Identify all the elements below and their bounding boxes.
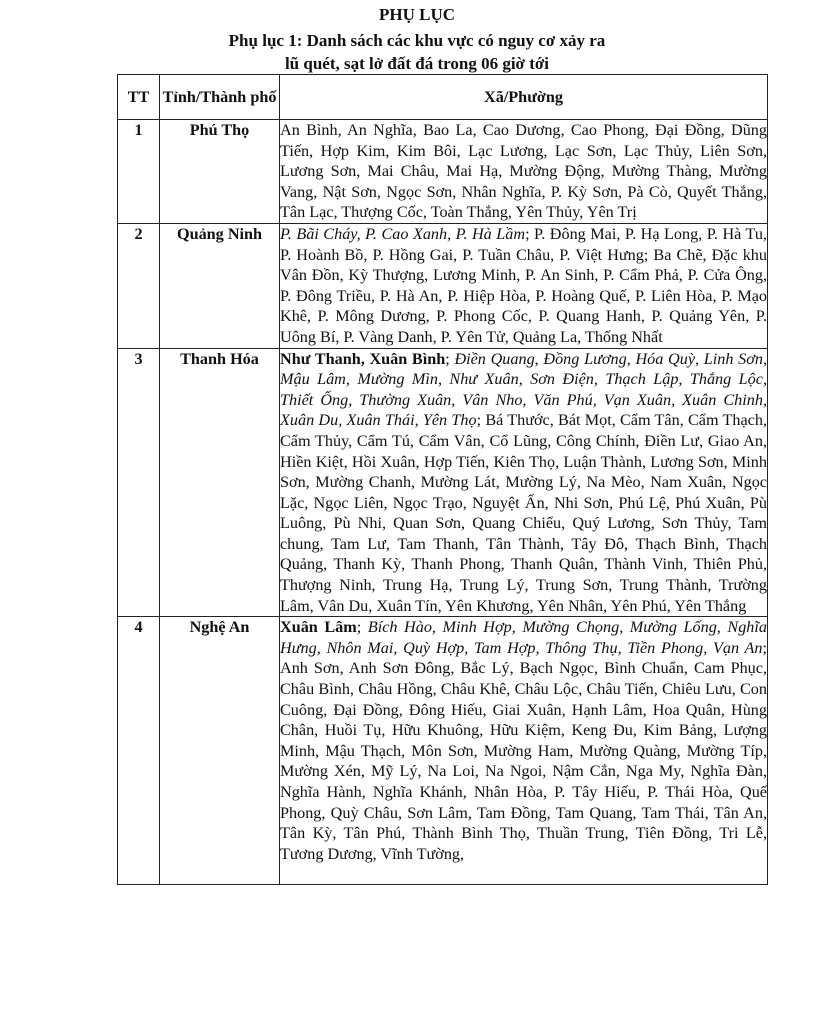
commune-list bbox=[280, 223, 768, 348]
commune-list: Xuân Lâm; Bích Hào, Minh Hợp, Mường Chọng, Mường Lống, Nghĩa Hưng, Nhôn Mai, Quỳ Hợp, Tam Hợp, Thông Thụ, Tiền Phong, Vạn An; Anh Sơn, Anh Sơn Đông, Bắc Lý, Bạch Ngọc, Bình Chuẩn, Cam Phục, Châu Bình, Châu Hồng, Châu Khê, Châu Lộc, Châu Tiến, Chiêu Lưu, Con Cuông, Đại Đồng, Đông Hiếu, Giai Xuân, Hạnh Lâm, Hoa Quân, Hùng Chân, Huồi Tụ, Hữu Khuông, Hữu Kiệm, Keng Đu, Kim Bảng, Lượng Minh, Mậu Thạch, Môn Sơn, Mường Ham, Mường Quàng, Mường Típ, Mường Xén, Mỹ Lý, Na Loi, Na Ngoi, Nậm Cắn, Nga My, Nghĩa Đàn, Nghĩa Hành, Nghĩa Khánh, Nhân Hòa, P. Tây Hiếu, P. Thái Hòa, Quế Phong, Quỳ Châu, Sơn Lâm, Tam Đồng, Tam Quang, Tam Thái, Tân An, Tân Kỳ, Tân Phú, Thành Bình Thọ, Thuần Trung, Tiên Đồng, Tri Lễ, Tương Dương, Vĩnh Tường, bbox=[280, 617, 768, 885]
risk-areas-table bbox=[117, 74, 768, 885]
row-number: 4 bbox=[118, 617, 160, 885]
row-number: 3 bbox=[118, 348, 160, 617]
commune-list-bold: Xuân Lâm bbox=[280, 618, 357, 637]
table-row bbox=[118, 120, 768, 224]
commune-list-text: ; Bá Thước, Bát Mọt, Cẩm Tân, Cẩm Thạch, Cẩm Thủy, Cẩm Tú, Cẩm Vân, Cổ Lũng, Công Chính, Điền Lư, Giao An, Hiền Kiệt, Hồi Xuân, Hợp Tiến, Kiên Thọ, Luận Thành, Lương Sơn, Minh Sơn, Mường Chanh, Mường Lát, Mường Lý, Na Mèo, Nam Xuân, Ngọc Lặc, Ngọc Liên, Ngọc Trạo, Nguyệt Ấn, Nhi Sơn, Phú Lệ, Phú Xuân, Pù Luông, Pù Nhi, Quan Sơn, Quang Chiểu, Quý Lương, Sơn Thủy, Tam chung, Tam Lư, Tam Thanh, Tân Thành, Tây Đô, Thạch Bình, Thạch Quảng, Thanh Kỳ, Thanh Phong, Thanh Quân, Thành Vinh, Thiên Phủ, Thượng Ninh, Trung Hạ, Trung Lý, Trung Sơn, Trung Thành, Trường Lâm, Vân Du, Xuân Tín, Yên Khương, Yên Nhân, Yên Phú, Yên Thắng bbox=[280, 411, 767, 615]
commune-list bbox=[280, 120, 768, 224]
table-row bbox=[118, 223, 768, 348]
commune-list-bold: Như Thanh, Xuân Bình bbox=[280, 349, 446, 368]
province-name: Quảng Ninh bbox=[160, 223, 280, 348]
row-number: 2 bbox=[118, 223, 160, 348]
commune-list-text: ; P. Đông Mai, P. Hạ Long, P. Hà Tu, P. Hoành Bồ, P. Hồng Gai, P. Tuần Châu, P. Việt Hưng; Ba Chẽ, Đặc khu Vân Đồn, Kỳ Thượng, Lương Minh, P. An Sinh, P. Cẩm Phả, P. Cửa Ông, P. Đông Triều, P. Hà An, P. Hiệp Hòa, P. Hoàng Quế, P. Liên Hòa, P. Mạo Khê, P. Mông Dương, P. Phong Cốc, P. Quang Hanh, P. Quảng Yên, P. Uông Bí, P. Vàng Danh, P. Yên Tử, Quảng La, Thống Nhất bbox=[280, 224, 767, 346]
commune-list-italic: P. Bãi Cháy, P. Cao Xanh, P. Hà Lầm bbox=[280, 224, 526, 243]
column-header-province: Tỉnh/Thành phố bbox=[160, 75, 280, 120]
annex-subtitle-line1: Phụ lục 1: Danh sách các khu vực có nguy cơ xảy ra bbox=[228, 31, 606, 50]
table-header-row bbox=[118, 75, 768, 120]
column-header-tt: TT bbox=[118, 75, 160, 120]
table-row bbox=[118, 348, 768, 617]
commune-list-italic: Bích Hào, Minh Hợp, Mường Chọng, Mường Lống, Nghĩa Hưng, Nhôn Mai, Quỳ Hợp, Tam Hợp, Thông Thụ, Tiền Phong, Vạn An bbox=[280, 618, 767, 657]
commune-list-italic: Điền Quang, Đồng Lương, Hóa Quỳ, Linh Sơn, Mậu Lâm, Mường Mìn, Như Xuân, Sơn Điện, Thạch Lập, Thắng Lộc, Thiết Ống, Thường Xuân, Vân Nho, Văn Phú, Vạn Xuân, Xuân Chinh, Xuân Du, Xuân Thái, Yên Thọ bbox=[280, 349, 767, 430]
commune-list-text: An Bình, An Nghĩa, Bao La, Cao Dương, Cao Phong, Đại Đồng, Dũng Tiến, Hợp Kim, Kim Bôi, Lạc Lương, Lạc Sơn, Lạc Thủy, Liên Sơn, Lương Sơn, Mai Châu, Mai Hạ, Mường Động, Mường Thàng, Mường Vang, Nật Sơn, Ngọc Sơn, Nhân Nghĩa, P. Kỳ Sơn, Pà Cò, Quyết Thắng, Tân Lạc, Thượng Cốc, Toàn Thắng, Yên Thủy, Yên Trị bbox=[280, 121, 767, 222]
province-name: Phú Thọ bbox=[160, 120, 280, 224]
commune-list-text: ; Anh Sơn, Anh Sơn Đông, Bắc Lý, Bạch Ngọc, Bình Chuẩn, Cam Phục, Châu Bình, Châu Hồng, Châu Khê, Châu Lộc, Châu Tiến, Chiêu Lưu, Con Cuông, Đại Đồng, Đông Hiếu, Giai Xuân, Hạnh Lâm, Hoa Quân, Hùng Chân, Huồi Tụ, Hữu Khuông, Hữu Kiệm, Keng Đu, Kim Bảng, Lượng Minh, Mậu Thạch, Môn Sơn, Mường Ham, Mường Quàng, Mường Típ, Mường Xén, Mỹ Lý, Na Loi, Na Ngoi, Nậm Cắn, Nga My, Nghĩa Đàn, Nghĩa Hành, Nghĩa Khánh, Nhân Hòa, P. Tây Hiếu, P. Thái Hòa, Quế Phong, Quỳ Châu, Sơn Lâm, Tam Đồng, Tam Quang, Tam Thái, Tân An, Tân Kỳ, Tân Phú, Thành Bình Thọ, Thuần Trung, Tiên Đồng, Tri Lễ, Tương Dương, Vĩnh Tường, bbox=[280, 638, 767, 863]
row-number: 1 bbox=[118, 120, 160, 224]
province-name: Nghệ An bbox=[160, 617, 280, 885]
table-row bbox=[118, 617, 768, 885]
province-name: Thanh Hóa bbox=[160, 348, 280, 617]
annex-subtitle-line2: lũ quét, sạt lở đất đá trong 06 giờ tới bbox=[284, 54, 550, 73]
document-title: PHỤ LỤC bbox=[378, 5, 456, 24]
column-header-communes: Xã/Phường bbox=[280, 75, 768, 120]
commune-list: Như Thanh, Xuân Bình; Điền Quang, Đồng Lương, Hóa Quỳ, Linh Sơn, Mậu Lâm, Mường Mìn, Như Xuân, Sơn Điện, Thạch Lập, Thắng Lộc, Thiết Ống, Thường Xuân, Vân Nho, Văn Phú, Vạn Xuân, Xuân Chinh, Xuân Du, Xuân Thái, Yên Thọ; Bá Thước, Bát Mọt, Cẩm Tân, Cẩm Thạch, Cẩm Thủy, Cẩm Tú, Cẩm Vân, Cổ Lũng, Công Chính, Điền Lư, Giao An, Hiền Kiệt, Hồi Xuân, Hợp Tiến, Kiên Thọ, Luận Thành, Lương Sơn, Minh Sơn, Mường Chanh, Mường Lát, Mường Lý, Na Mèo, Nam Xuân, Ngọc Lặc, Ngọc Liên, Ngọc Trạo, Nguyệt Ấn, Nhi Sơn, Phú Lệ, Phú Xuân, Pù Luông, Pù Nhi, Quan Sơn, Quang Chiểu, Quý Lương, Sơn Thủy, Tam chung, Tam Lư, Tam Thanh, Tân Thành, Tây Đô, Thạch Bình, Thạch Quảng, Thanh Kỳ, Thanh Phong, Thanh Quân, Thành Vinh, Thiên Phủ, Thượng Ninh, Trung Hạ, Trung Lý, Trung Sơn, Trung Thành, Trường Lâm, Vân Du, Xuân Tín, Yên Khương, Yên Nhân, Yên Phú, Yên Thắng bbox=[280, 348, 768, 617]
